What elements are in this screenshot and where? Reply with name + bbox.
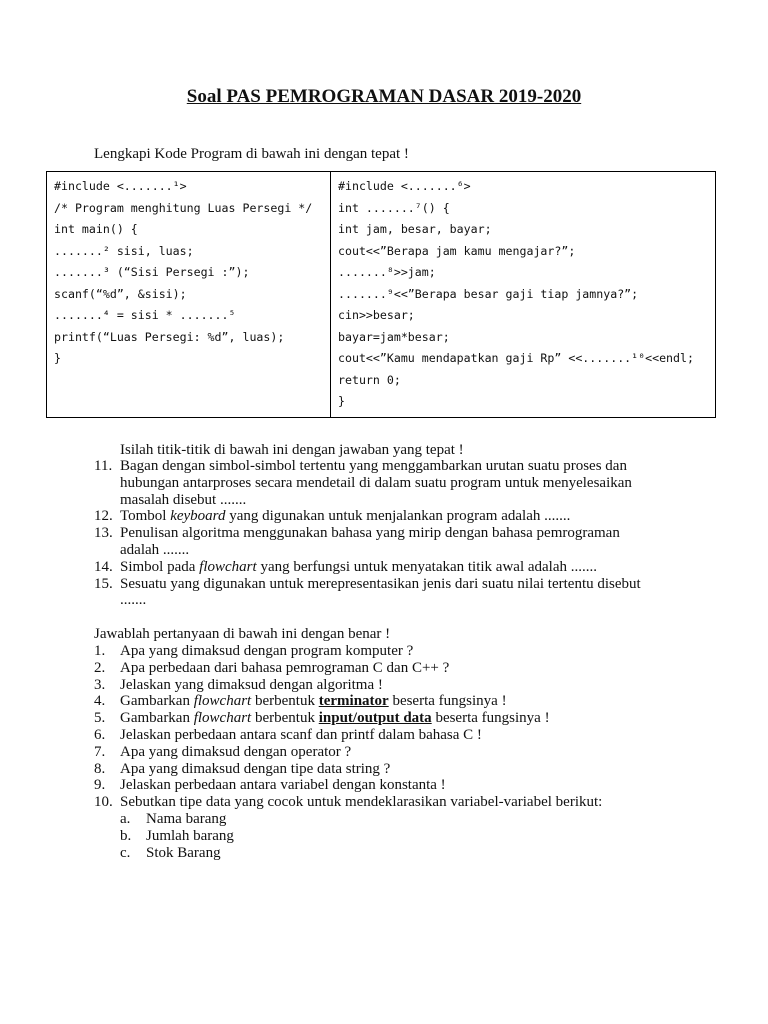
item-number: 15. (94, 575, 113, 592)
question-text: Sebutkan tipe data yang cocok untuk mendeklarasikan variabel-variabel berikut: (120, 794, 603, 811)
list-item: 4. Gambarkan flowchart berbentuk terminator beserta fungsinya ! (94, 693, 660, 710)
code-line: .......⁹<<”Berapa besar gaji tiap jamnya?”; (338, 286, 639, 301)
code-line: return 0; (338, 372, 401, 387)
question-list (94, 643, 660, 861)
code-line: int main() { (54, 222, 138, 236)
code-column-right (331, 172, 715, 417)
list-item (94, 576, 660, 610)
sub-item: a. Nama barang (120, 810, 227, 827)
item-text: Bagan dengan simbol-simbol tertentu yang menggambarkan urutan suatu proses dan hubungan antarproses secara mendetail di dalam suatu program untuk menyelesaikan masalah disebut ....... (120, 458, 632, 508)
question-text: Jelaskan perbedaan antara scanf dan printf dalam bahasa C ! (120, 726, 482, 743)
code-line: .......⁴ = sisi * .......⁵ (54, 308, 236, 322)
code-line: scanf(“%d”, &sisi); (54, 286, 187, 301)
code-line: printf(“Luas Persegi: %d”, luas); (54, 329, 285, 344)
item-text: Sesuatu yang digunakan untuk merepresentasikan jenis dari suatu nilai tertentu disebut ....... (120, 575, 641, 609)
list-item (94, 559, 660, 576)
code-line: bayar=jam*besar; (338, 329, 450, 344)
question-text: Apa yang dimaksud dengan operator ? (120, 743, 352, 760)
list-item (94, 525, 660, 559)
code-line: .......⁸>>jam; (338, 265, 436, 279)
code-line: int jam, besar, bayar; (338, 222, 492, 236)
code-line: cin>>besar; (338, 308, 415, 322)
sub-item: b. Jumlah barang (120, 827, 234, 844)
question-text: Jelaskan yang dimaksud dengan algoritma ! (120, 676, 383, 693)
list-item: 7. Apa yang dimaksud dengan operator ? (94, 744, 660, 761)
list-item: 6. Jelaskan perbedaan antara scanf dan printf dalam bahasa C ! (94, 727, 660, 744)
item-number: 14. (94, 558, 113, 575)
code-line: .......³ (“Sisi Persegi :”); (54, 265, 250, 279)
code-line: /* Program menghitung Luas Persegi */ (54, 200, 313, 215)
list-item: 10. Sebutkan tipe data yang cocok untuk mendeklarasikan variabel-variabel berikut: (94, 794, 660, 811)
code-line: .......² sisi, luas; (54, 243, 194, 258)
code-line: cout<<”Berapa jam kamu mengajar?”; (338, 243, 576, 258)
question-text: Apa yang dimaksud dengan tipe data string ? (120, 760, 391, 777)
item-text: Penulisan algoritma menggunakan bahasa yang mirip dengan bahasa pemrograman adalah ....... (120, 525, 620, 558)
question-text: Apa yang dimaksud dengan program komputer ? (120, 643, 414, 659)
list-item: 2. Apa perbedaan dari bahasa pemrograman C dan C++ ? (94, 660, 660, 677)
page-title: Soal PAS PEMROGRAMAN DASAR 2019-2020 (186, 86, 582, 107)
code-line: #include <.......¹> (54, 179, 187, 193)
list-item: 1. Apa yang dimaksud dengan program komputer ? (94, 643, 660, 660)
list-item (94, 458, 660, 508)
fill-in-list (94, 458, 660, 609)
code-line: #include <.......⁶> (338, 179, 471, 193)
item-number: 13. (94, 525, 113, 542)
list-item: 9. Jelaskan perbedaan antara variabel dengan konstanta ! (94, 777, 660, 794)
section2-instruction: Isilah titik-titik di bawah ini dengan jawaban yang tepat ! (120, 442, 464, 458)
code-line: } (54, 351, 61, 365)
section3-instruction: Jawablah pertanyaan di bawah ini dengan benar ! (94, 626, 391, 642)
sub-item: c. Stok Barang (120, 844, 221, 861)
list-item: 3. Jelaskan yang dimaksud dengan algoritma ! (94, 677, 660, 694)
list-item (94, 508, 660, 525)
question-text: Apa perbedaan dari bahasa pemrograman C dan C++ ? (120, 659, 450, 676)
question-text: Gambarkan flowchart berbentuk input/output data beserta fungsinya ! (120, 710, 550, 727)
section1-instruction: Lengkapi Kode Program di bawah ini dengan tepat ! (94, 146, 409, 162)
code-column-left (47, 172, 331, 417)
item-text: Tombol keyboard yang digunakan untuk menjalankan program adalah ....... (120, 508, 571, 525)
list-item: 8. Apa yang dimaksud dengan tipe data string ? (94, 761, 660, 778)
code-line: int .......⁷() { (338, 200, 450, 215)
code-line: } (338, 394, 345, 408)
item-number: 12. (94, 508, 113, 525)
list-item: 5. Gambarkan flowchart berbentuk input/output data beserta fungsinya ! (94, 710, 660, 727)
question-text: Gambarkan flowchart berbentuk terminator beserta fungsinya ! (120, 693, 507, 710)
item-text: Simbol pada flowchart yang berfungsi untuk menyatakan titik awal adalah ....... (120, 558, 598, 575)
code-table (46, 171, 716, 418)
item-number: 11. (94, 458, 113, 474)
code-line: cout<<”Kamu mendapatkan gaji Rp” <<.......¹⁰<<endl; (338, 351, 694, 365)
question-text: Jelaskan perbedaan antara variabel dengan konstanta ! (120, 777, 446, 794)
